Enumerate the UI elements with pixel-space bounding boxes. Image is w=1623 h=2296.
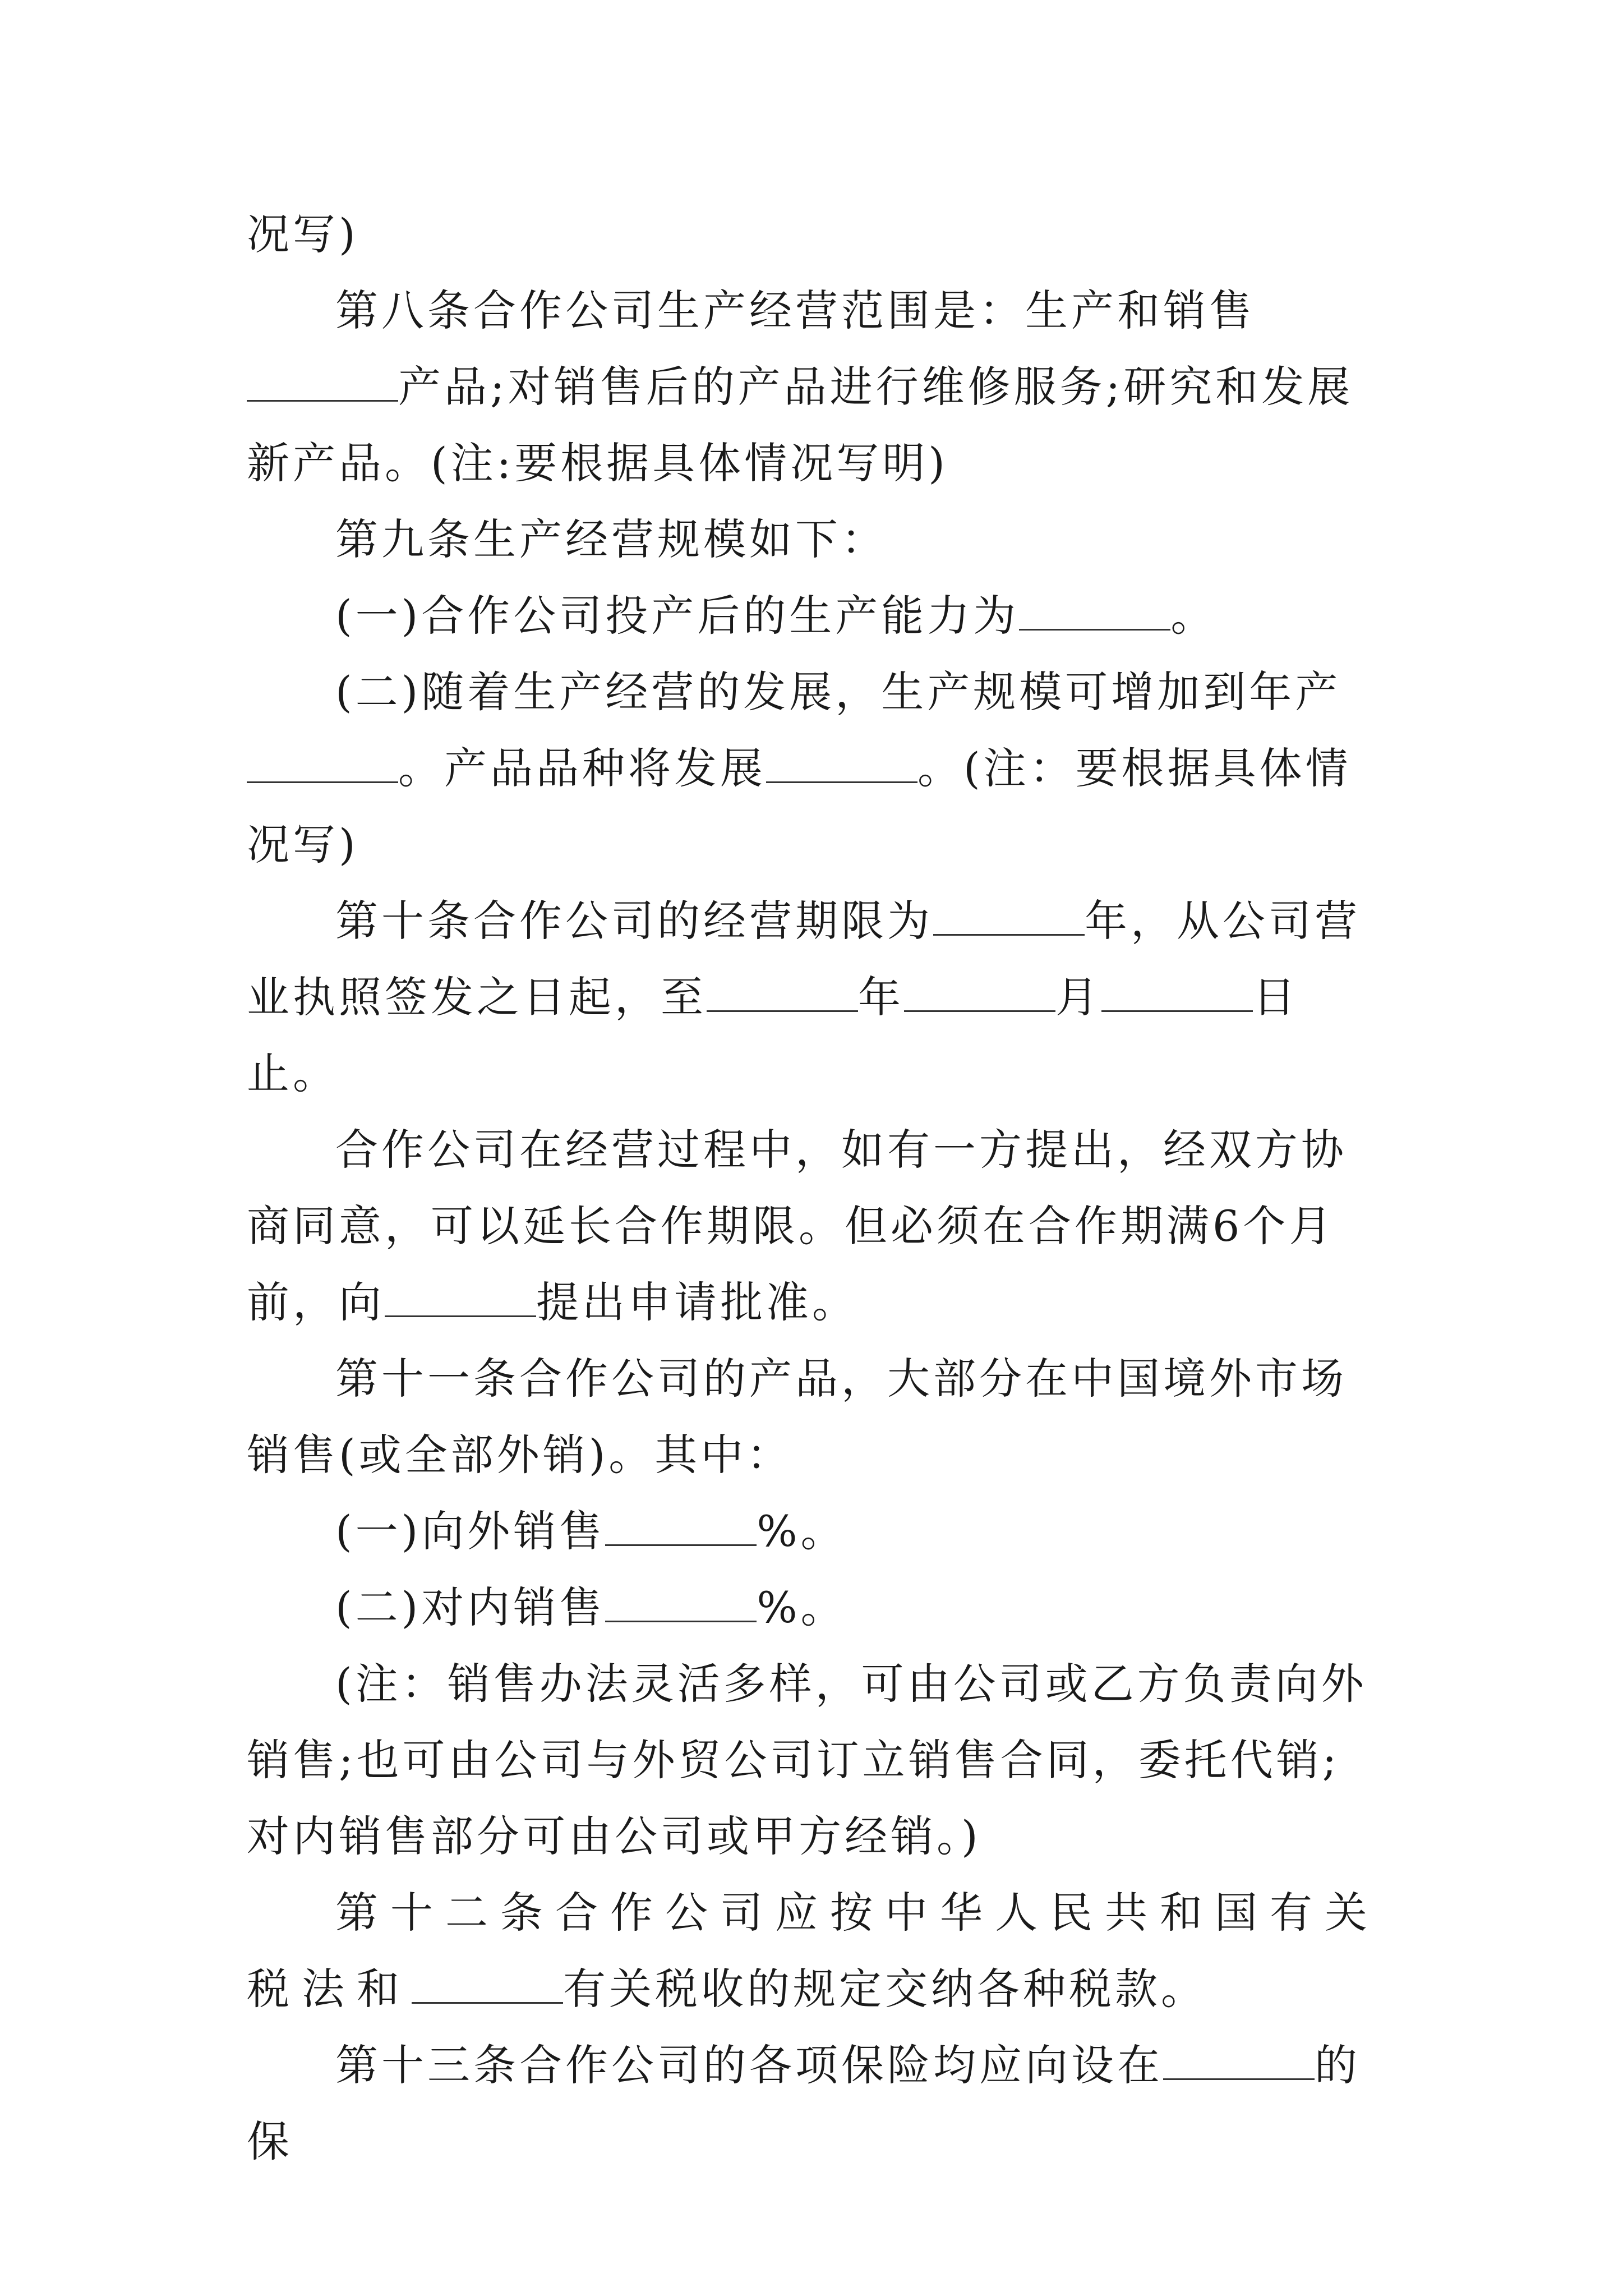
paragraph-text: %。 <box>757 1506 847 1556</box>
paragraph-text: (一)合作公司投产后的生产能力为 <box>335 591 1020 641</box>
paragraph-text: 提出申请批准。 <box>536 1277 858 1327</box>
fill-blank[interactable] <box>1163 2039 1315 2080</box>
paragraph-text: 第八条合作公司生产经营范围是：生产和销售 <box>335 286 1255 335</box>
fill-blank[interactable] <box>605 1581 757 1622</box>
fill-blank[interactable] <box>605 1505 757 1546</box>
paragraph-text: 第九条生产经营规模如下： <box>335 514 887 564</box>
article-10-extension-paragraph <box>247 1112 1380 1341</box>
paragraph-text: 的保 <box>247 2040 1361 2166</box>
article-11-item-2 <box>247 1570 1380 1646</box>
paragraph-text: 。产品品种将发展 <box>398 743 766 793</box>
paragraph-text: (二)对内销售 <box>335 1582 606 1632</box>
paragraph-text: 产品;对销售后的产品进行维修服务;研究和发展新产品。(注:要根据具体情况写明) <box>247 362 1354 488</box>
fill-blank[interactable] <box>933 895 1085 936</box>
paragraph-text: 况写) <box>247 209 359 259</box>
fill-blank[interactable] <box>766 742 917 783</box>
paragraph-text: 。(注：要根据具体情况写) <box>247 743 1352 869</box>
paragraph-text: 第十一条合作公司的产品，大部分在中国境外市场销售(或全部外销)。其中： <box>247 1354 1347 1480</box>
fill-blank[interactable] <box>247 742 398 783</box>
document-body <box>247 196 1380 2180</box>
fill-blank[interactable] <box>412 1963 563 2004</box>
fill-blank[interactable] <box>1101 971 1253 1012</box>
article-8-paragraph <box>247 273 1380 501</box>
article-11-paragraph <box>247 1341 1380 1493</box>
paragraph-text: 。 <box>1170 591 1217 641</box>
paragraph-text: 第十三条合作公司的各项保险均应向设在 <box>335 2040 1163 2090</box>
article-11-note <box>247 1646 1380 1875</box>
paragraph-continuation <box>247 196 1380 273</box>
article-9-item-1 <box>247 578 1380 654</box>
paragraph-text: 年，从公司营业执照签发之日起，至 <box>247 896 1361 1022</box>
fill-blank[interactable] <box>247 361 398 402</box>
article-12-paragraph <box>247 1875 1380 2027</box>
fill-blank[interactable] <box>707 971 858 1012</box>
paragraph-text: %。 <box>757 1582 847 1632</box>
paragraph-text: 月 <box>1055 972 1101 1022</box>
paragraph-text: 第十条合作公司的经营期限为 <box>335 896 933 946</box>
fill-blank[interactable] <box>1019 590 1170 631</box>
article-9-item-2 <box>247 654 1380 883</box>
paragraph-text: 有关税收的规定交纳各种税款。 <box>563 1964 1207 2014</box>
article-11-item-1 <box>247 1493 1380 1570</box>
article-9-paragraph <box>247 501 1380 578</box>
paragraph-text: (二)随着生产经营的发展，生产规模可增加到年产 <box>335 667 1341 717</box>
fill-blank[interactable] <box>385 1276 536 1317</box>
paragraph-text: (注：销售办法灵活多样，可由公司或乙方负责向外销售;也可由公司与外贸公司订立销售合同，委托代销;对内销售部分可由公司或甲方经销。) <box>247 1659 1367 1861</box>
article-10-paragraph <box>247 883 1380 1112</box>
paragraph-text: (一)向外销售 <box>335 1506 606 1556</box>
fill-blank[interactable] <box>904 971 1055 1012</box>
paragraph-text: 年 <box>858 972 904 1022</box>
paragraph-text: 合作公司在经营过程中，如有一方提出，经双方协商同意，可以延长合作期限。但必须在合作期满6个月前，向 <box>247 1125 1347 1327</box>
paragraph-text: 日止。 <box>247 972 1299 1098</box>
article-13-paragraph <box>247 2027 1380 2180</box>
paragraph-text: 第十二条合作公司应按中华人民共和国有关税法和 <box>247 1888 1380 2014</box>
